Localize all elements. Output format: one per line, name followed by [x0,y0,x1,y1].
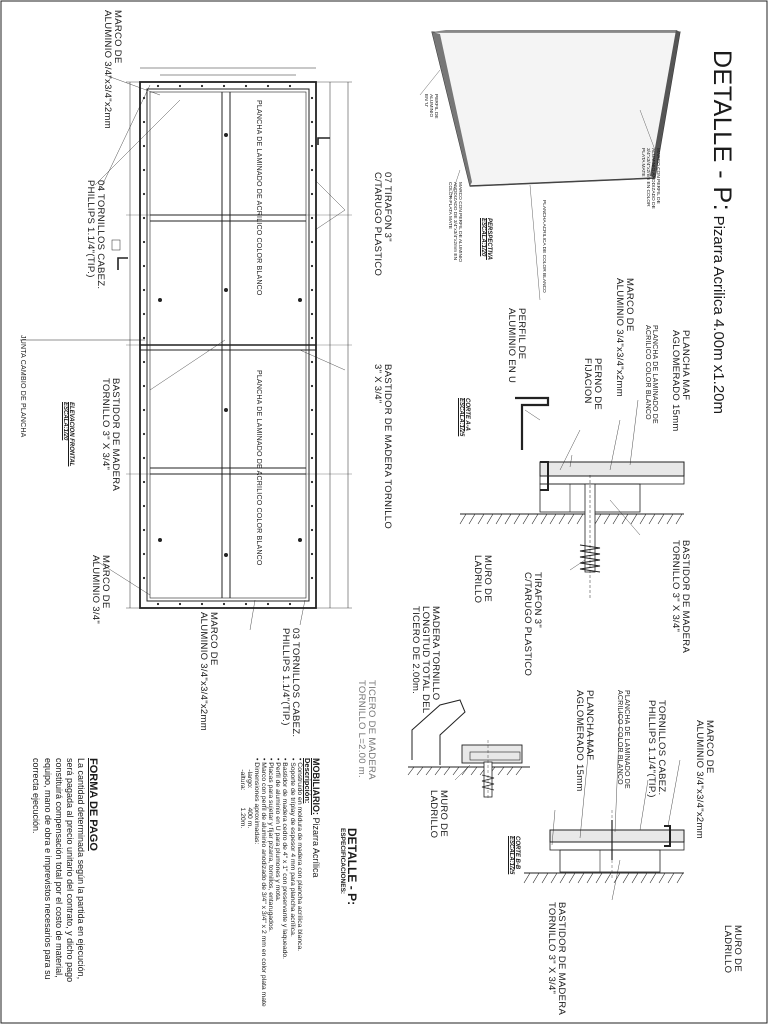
hatch-line [668,873,674,883]
elev-screws-04-label: 04 TORNILLOS CABEZ. PHILLIPS 1.1/4"(TIP.) [85,180,106,290]
hatch-line [444,767,450,775]
hatch-line [676,514,682,524]
elev-screws-03-label: 03 TORNILLOS CABEZ. PHILLIPS 1.1/4"(TIP.) [280,628,301,738]
hatch-line [640,514,646,524]
hatch-line [658,514,664,524]
elev-frame-top-label: MARCO DE ALUMINIO 3/4"x3/4"x2mm [102,10,123,129]
screw-mark [311,121,313,123]
specs-title-block [339,828,358,905]
hatch-line [631,514,637,524]
hatch-line [649,514,655,524]
screw-mark [223,85,225,87]
elev-stretcher-label: BASTIDOR DE MADERA TORNILLO 3" X 3/4" [100,378,121,492]
screw-mark [311,241,313,243]
hatch-line [516,767,522,775]
sectB-screws-label: TORNILLOS CABEZ. PHILLIPS 1.1/4"(TIP.) [646,700,667,798]
screw-mark [143,337,145,339]
elev-frame-bottom2-label: MARCO DE ALUMINIO 3/4"x3/4"x2mm [198,612,219,731]
hatch-line [641,873,647,883]
sectB-muro-label: MURO DE LADRILLO [722,925,743,974]
hatch-line [551,873,557,883]
screw-mark [311,97,313,99]
screw-mark [143,481,145,483]
screw-mark [311,193,313,195]
title-block [709,50,735,414]
screw-mark [298,538,302,542]
screw-mark [158,298,162,302]
sectB-scale: CORTE B-B ESCALA:1/25 [507,836,520,875]
screw-mark [143,289,145,291]
screw-mark [143,193,145,195]
sectA-maf-label: PLANCHA MAF AGLOMERADO 15mm [670,330,691,432]
hatch-line [462,767,468,775]
sectA-laminado-label: PLANCHA DE LAMINADO DE ACRILICO COLOR BLANCO [643,325,658,424]
sectB-bastidor-label: BASTIDOR DE MADERA TORNILLO 3" X 3/4" [546,902,567,1016]
screw-mark [143,361,145,363]
holder-ticero-label: TICERO DE MADERA TORNILLO L=2.00 m. [356,680,377,780]
perspective-frame-label: MARCO CON PERFIL DE ALUMINIO ANODIZADO DE 3/4"x3/4"x2mm EN COLOR PLATA MATE [446,182,462,263]
screw-mark [143,265,145,267]
screw-mark [143,505,145,507]
hatch-line [469,514,475,524]
screw-mark [143,241,145,243]
screw-mark [143,385,145,387]
sectA-perno-label: PERNO DE FIJACION [582,358,603,411]
screw-mark [289,85,291,87]
screw-mark [298,298,302,302]
hatch-line [542,873,548,883]
screw-mark [224,133,228,137]
hatch-line [622,514,628,524]
screw-mark [245,603,247,605]
screw-mark [267,85,269,87]
hatch-line [613,514,619,524]
elev-scale: ELEVACION FRONTAL ESCALA:1/20 [61,402,74,467]
perspective-scale: PERSPECTIVA ESCALA:1/20 [479,218,492,260]
holder-madera-label: MADERA TORNILLO LONGITUD TOTAL DEL TICERO DE 2.00m. [410,606,441,714]
screw-mark [157,85,159,87]
hatch-line [498,767,504,775]
section-holder [408,700,530,800]
screw-mark [143,145,145,147]
hatch-line [496,514,502,524]
payment-title: FORMA DE PAGO [87,758,99,851]
hatch-line [408,767,414,775]
screw-mark [311,553,313,555]
screw-mark [179,603,181,605]
screw-mark [224,288,228,292]
hatch-line [460,514,466,524]
hatch-line [559,514,565,524]
hatch-line [524,873,530,883]
hatch-line [471,767,477,775]
screw-mark [223,603,225,605]
detail-title: DETALLE - P: [708,50,736,212]
screw-mark [311,289,313,291]
perspective-frame-note: MARCO CON PERFIL DE ALUMINIO ANODIZADO DE 3/4"x3/4"x2mm EN COLOR PLATA MATE [639,148,660,209]
screw-mark [311,169,313,171]
screw-mark [245,85,247,87]
hatch-line [587,873,593,883]
screw-mark [143,553,145,555]
screw-mark [143,577,145,579]
hatch-line [569,873,575,883]
hatch-line [487,514,493,524]
screw-mark [311,457,313,459]
elevation-frontal [20,68,352,630]
screw-mark [224,408,228,412]
elev-bastidor-label: BASTIDOR DE MADERA TORNILLO 3" X 3/4" [372,364,393,530]
screw-mark [224,553,228,557]
screw-mark [311,385,313,387]
hatch-line [667,514,673,524]
sectA-muro-label: MURO DE LADRILLO [472,555,493,604]
hatch-line [507,767,513,775]
hatch-line [417,767,423,775]
hatch-line [604,514,610,524]
specs-body: MOBILIARIO: Pizarra Acrílica Descripción: • Construido en moldura de madera con plancha acrílica blanca. • Soporte de tríplay de espesor 4 mm para plancha acrílica. • Bastidor de madera cedro de 4" x 1" con preservante y laqueado. • Perfil de aluminio en U para plumones y mota. • Placas para sujetar y fijar pizarra, tornillos, entarugados. • Marco con perfil de aluminio anodizado de 3/4" x 3/4" x 2 mm en color plata mate • Dimensiones aproximadas: -largo: 400 m. -altura: 1.20m. [238,758,321,1007]
hatch-line [577,514,583,524]
sectA-bastidor-label: BASTIDOR DE MADERA TORNILLO 3" X 3/4" [670,540,691,654]
sectA-perfil-label: PERFIL DE ALUMINIO EN U [506,308,527,384]
hatch-line [505,514,511,524]
hatch-line [605,873,611,883]
hatch-line [632,873,638,883]
holder-muro-label: MURO DE LADRILLO [428,790,449,839]
hatch-line [541,514,547,524]
hatch-line [453,767,459,775]
hatch-line [514,514,520,524]
sectB-maf-label: PLANCHA MAF AGLOMERADO 15mm [574,690,595,792]
screw-mark [311,337,313,339]
hatch-line [550,514,556,524]
elev-frame-bottom-label: MARCO DE ALUMINIO 3/4" [90,555,111,625]
screw-mark [311,361,313,363]
sectB-frame-label: MARCO DE ALUMINIO 3/4"x3/4"x2mm [694,720,715,839]
elev-trifon-label: 07 TIRAFON 3" C/TARUGO PLASTICO [372,172,393,277]
detail-subtitle: Pizarra Acrilica 4.00m x1.20m [710,215,727,414]
screw-mark [311,529,313,531]
payment-block: FORMA DE PAGO La cantidad determinada según la partida en ejecución, será pagada al precio unitario del contrato, y dicho pago constituirá compensación total por el costo de material, equipo, mano de obra e imprevistos necesarios para su correcta ejecución. [31,758,99,983]
screw-mark [311,313,313,315]
screw-mark [201,603,203,605]
screw-mark [143,529,145,531]
screw-mark [311,481,313,483]
hatch-line [568,514,574,524]
screw-mark [143,313,145,315]
hatch-line [623,873,629,883]
screw-mark [143,121,145,123]
panel-text-2: PLANCHA DE LAMINADO DE ACRILICO COLOR BLANCO [255,370,262,566]
screw-mark [267,603,269,605]
screw-mark [143,433,145,435]
sectA-trifon-label: TIRAFON 3" C/TARUGO PLASTICO [522,572,543,677]
sectA-scale: CORTE A-A ESCALA:1/25 [457,398,470,437]
screw-mark [143,97,145,99]
panel-text-1: PLANCHA DE LAMINADO DE ACRILICO COLOR BLANCO [255,100,262,296]
screw-mark [311,409,313,411]
perspective-sheet-label: PLANCHA ACRILICA DE COLOR BLANCO [541,200,546,293]
hatch-line [578,873,584,883]
hatch-line [560,873,566,883]
screw-mark [311,145,313,147]
screw-mark [179,85,181,87]
screw-mark [157,603,159,605]
screw-mark [143,457,145,459]
hatch-line [523,514,529,524]
screw-mark [201,85,203,87]
hatch-line [596,873,602,883]
screw-mark [311,577,313,579]
screw-mark [311,433,313,435]
screw-mark [311,217,313,219]
hatch-line [478,514,484,524]
screw-mark [143,169,145,171]
section-a-a [460,398,684,600]
hatch-line [650,873,656,883]
screw-mark [158,538,162,542]
hatch-line [533,873,539,883]
screw-mark [311,265,313,267]
hatch-line [532,514,538,524]
hatch-line [659,873,665,883]
specs-subtitle: ESPECIFICACIONES: [339,828,347,895]
screw-mark [289,603,291,605]
sectA-frame-label: MARCO DE ALUMINIO 3/4"x3/4"x2mm [614,278,635,397]
hatch-line [677,873,683,883]
specs-title: DETALLE - P: [345,828,359,906]
screw-mark [311,505,313,507]
screw-mark [143,217,145,219]
screw-mark [143,409,145,411]
elev-joint-label: JUNTA CAMBIO DE PLANCHA [19,335,26,438]
hatch-line [595,514,601,524]
sectB-laminado-label: PLANCHA DE LAMINADO DE ACRILICO COLOR BLANCO [615,690,630,789]
hatch-line [435,767,441,775]
perspective-profile-note: PERFIL DE ALUMINIO EN 'U' [422,94,438,119]
hatch-line [426,767,432,775]
